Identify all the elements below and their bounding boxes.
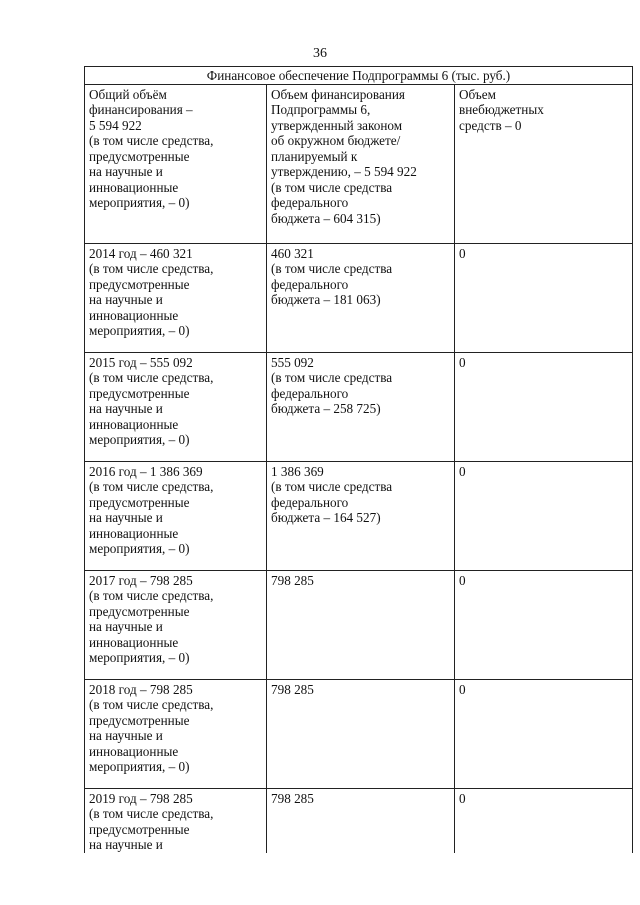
table-row — [85, 679, 633, 788]
row-total-cell: 2015 год – 555 092 (в том числе средства, предусмотренные на научные и инновационные мероприятия, – 0) — [85, 352, 267, 461]
row-budget-cell: 1 386 369 (в том числе средства федерального бюджета – 164 527) — [267, 461, 455, 570]
header-total-cell: Общий объём финансирования – 5 594 922 (в том числе средства, предусмотренные на научные и инновационные мероприятия, – 0) — [85, 84, 267, 243]
row-budget-cell: 798 285 — [267, 679, 455, 788]
row-total-cell: 2018 год – 798 285 (в том числе средства, предусмотренные на научные и инновационные мероприятия, – 0) — [85, 679, 267, 788]
page-number: 36 — [313, 46, 327, 61]
row-total-cell: 2019 год – 798 285 (в том числе средства, предусмотренные на научные и — [85, 788, 267, 853]
row-extra-cell: 0 — [455, 679, 633, 788]
table-header-row — [85, 84, 633, 243]
row-extra-cell: 0 — [455, 461, 633, 570]
table-row — [85, 243, 633, 352]
financing-table — [84, 66, 633, 853]
row-budget-cell: 460 321 (в том числе средства федерального бюджета – 181 063) — [267, 243, 455, 352]
row-budget-cell: 798 285 — [267, 788, 455, 853]
row-extra-cell: 0 — [455, 570, 633, 679]
table-row — [85, 461, 633, 570]
header-budget-cell: Объем финансирования Подпрограммы 6, утвержденный законом об окружном бюджете/ планируемый к утверждению, – 5 594 922 (в том числе средства федерального бюджета – 604 315) — [267, 84, 455, 243]
row-total-cell: 2017 год – 798 285 (в том числе средства, предусмотренные на научные и инновационные мероприятия, – 0) — [85, 570, 267, 679]
table-row — [85, 570, 633, 679]
row-budget-cell: 555 092 (в том числе средства федерального бюджета – 258 725) — [267, 352, 455, 461]
row-extra-cell: 0 — [455, 788, 633, 853]
row-extra-cell: 0 — [455, 352, 633, 461]
table-row — [85, 352, 633, 461]
table-caption: Финансовое обеспечение Подпрограммы 6 (тыс. руб.) — [85, 67, 633, 85]
table-caption-row — [85, 67, 633, 85]
table-row — [85, 788, 633, 853]
row-total-cell: 2014 год – 460 321 (в том числе средства, предусмотренные на научные и инновационные мероприятия, – 0) — [85, 243, 267, 352]
row-extra-cell: 0 — [455, 243, 633, 352]
header-extra-cell: Объем внебюджетных средств – 0 — [455, 84, 633, 243]
row-total-cell: 2016 год – 1 386 369 (в том числе средства, предусмотренные на научные и инновационные мероприятия, – 0) — [85, 461, 267, 570]
row-budget-cell: 798 285 — [267, 570, 455, 679]
